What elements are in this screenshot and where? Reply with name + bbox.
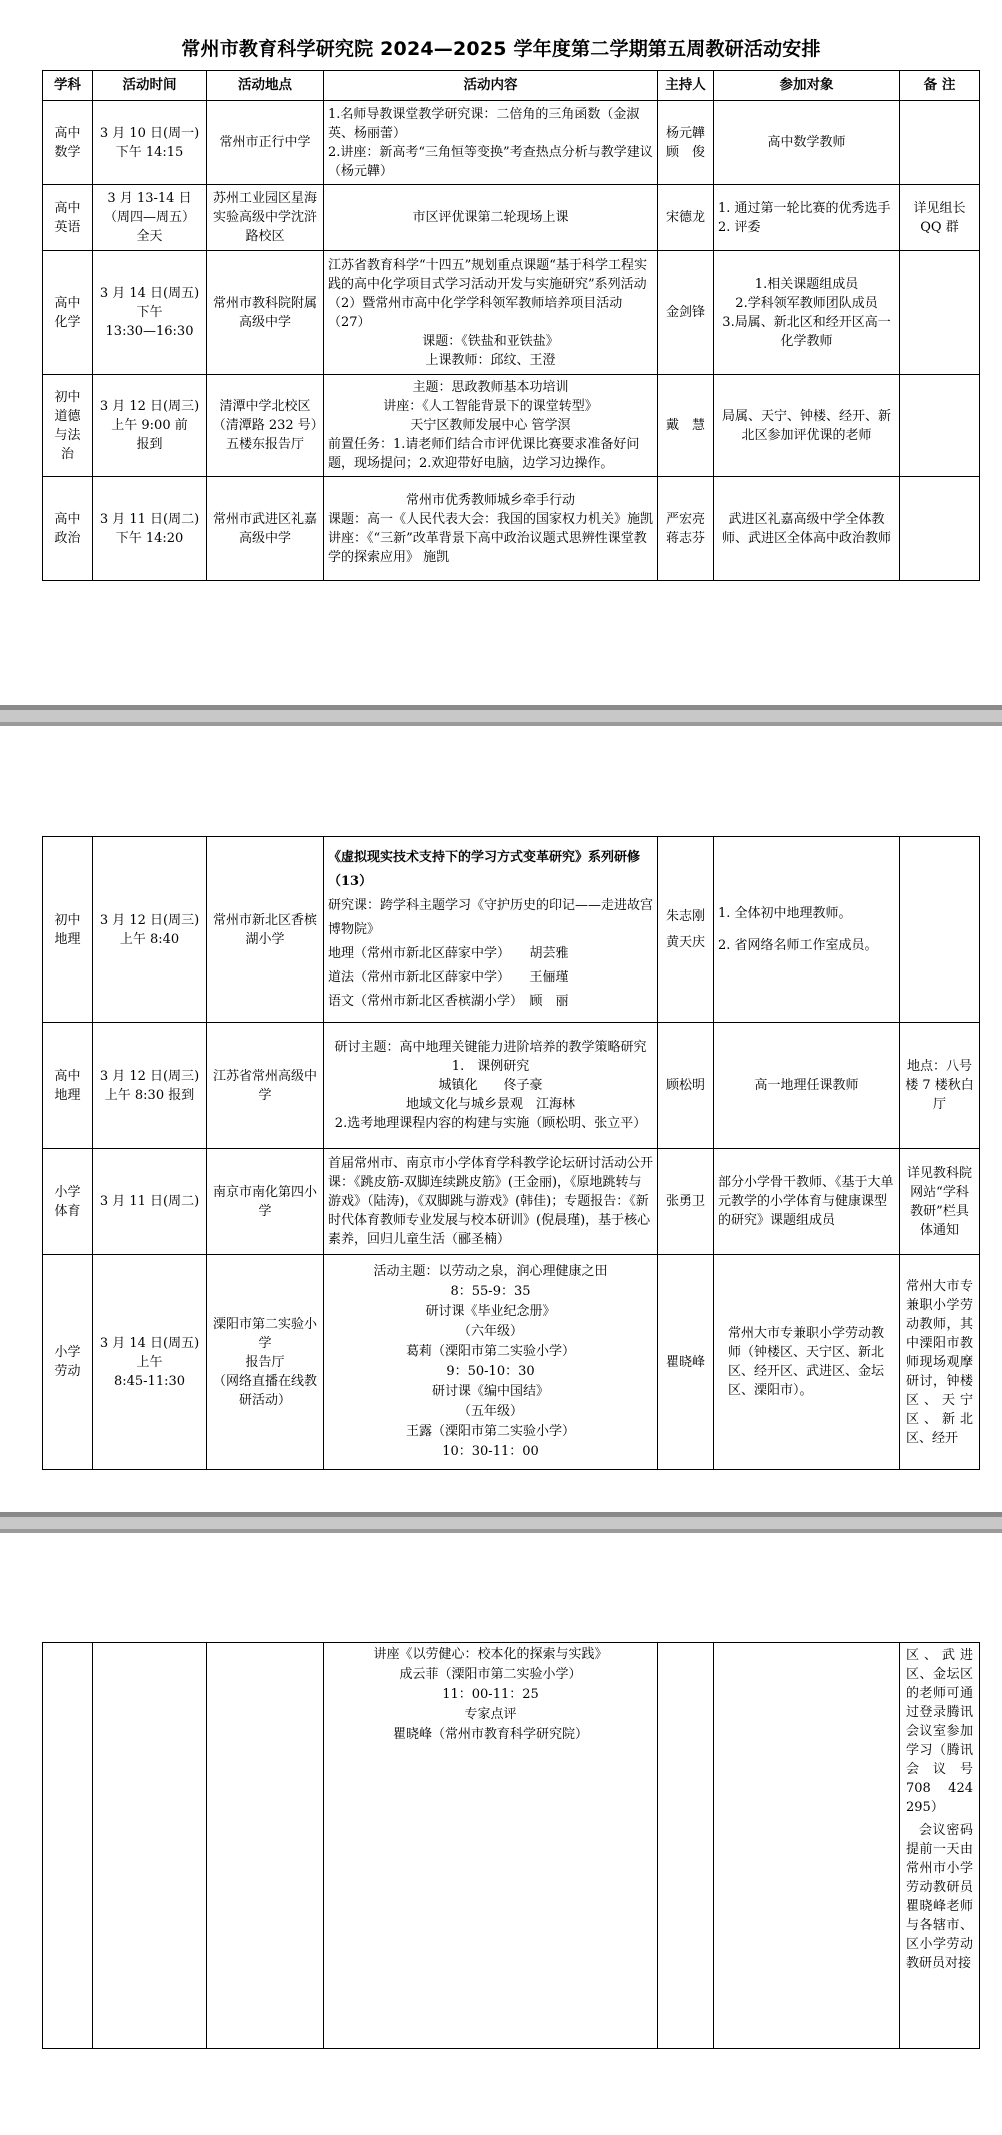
cell-subject: 小学 体育 bbox=[43, 1149, 93, 1255]
header-participants: 参加对象 bbox=[714, 71, 900, 101]
cell-content: 首届常州市、南京市小学体育学科教学论坛研讨活动公开课：《跳皮筋-双脚连续跳皮筋》(王金丽)，《原地跳转与游戏》（陆涛)，《双脚跳与游戏》(韩佳)；专题报告：《新时代体育教师专业发展与校本研训》(倪晨瑾)，基于核心素养，回归儿童生活（郦圣楠） bbox=[324, 1149, 658, 1255]
schedule-table-page-2 bbox=[42, 836, 980, 1470]
cell-time: 3 月 10 日(周一) 下午 14:15 bbox=[93, 101, 207, 185]
header-time: 活动时间 bbox=[93, 71, 207, 101]
cell-time: 3 月 12 日(周三) 上午 9:00 前 报到 bbox=[93, 375, 207, 477]
cell-participants: 部分小学骨干教师、《基于大单元教学的小学体育与健康课型的研究》课题组成员 bbox=[714, 1149, 900, 1255]
cell-host: 金剑锋 bbox=[658, 251, 714, 375]
table-row bbox=[43, 375, 980, 477]
cell-subject: 高中 化学 bbox=[43, 251, 93, 375]
table-row bbox=[43, 477, 980, 581]
cell-host: 杨元韡 顾 俊 bbox=[658, 101, 714, 185]
cell-note: 地点：八号楼 7 楼秋白厅 bbox=[900, 1023, 980, 1149]
cell-content: 研讨主题：高中地理关键能力进阶培养的教学策略研究 1. 课例研究 城镇化 佟子豪 地域文化与城乡景观 江海林 2.选考地理课程内容的构建与实施（顾松明、张立平） bbox=[324, 1023, 658, 1149]
document-page-2 bbox=[0, 726, 1002, 1512]
page-separator bbox=[0, 705, 1002, 726]
cell-host: 宋德龙 bbox=[658, 185, 714, 251]
cell-subject: 高中 地理 bbox=[43, 1023, 93, 1149]
cell-host: 朱志刚 黄天庆 bbox=[658, 837, 714, 1023]
cell-participants bbox=[714, 1643, 900, 2049]
cell-place: 苏州工业园区星海实验高级中学沈浒路校区 bbox=[207, 185, 324, 251]
cell-time: 3 月 14 日(周五) 上午 8:45-11:30 bbox=[93, 1255, 207, 1470]
header-place: 活动地点 bbox=[207, 71, 324, 101]
cell-host: 顾松明 bbox=[658, 1023, 714, 1149]
cell-time: 3 月 14 日(周五) 下午 13:30—16:30 bbox=[93, 251, 207, 375]
cell-place: 江苏省常州高级中学 bbox=[207, 1023, 324, 1149]
cell-content: 1.名师导教课堂教学研究课：二倍角的三角函数（金淑英、杨丽蕾） 2.讲座：新高考“三角恒等变换”考查热点分析与教学建议（杨元韡） bbox=[324, 101, 658, 185]
cell-time: 3 月 12 日(周三) 上午 8:30 报到 bbox=[93, 1023, 207, 1149]
cell-content: 主题：思政教师基本功培训 讲座：《人工智能背景下的课堂转型》 天宁区教师发展中心 管学溟 前置任务：1.请老师们结合市评优课比赛要求准备好问题，现场提问；2.欢迎带好电脑，边学习边操作。 bbox=[324, 375, 658, 477]
cell-host bbox=[658, 1643, 714, 2049]
table-row bbox=[43, 837, 980, 1023]
document-title: 常州市教育科学研究院 2024—2025 学年度第二学期第五周教研活动安排 bbox=[181, 38, 821, 60]
cell-content: 市区评优课第二轮现场上课 bbox=[324, 185, 658, 251]
cell-participants: 1. 全体初中地理教师。 2. 省网络名师工作室成员。 bbox=[714, 837, 900, 1023]
cell-host: 戴 慧 bbox=[658, 375, 714, 477]
cell-place: 南京市南化第四小学 bbox=[207, 1149, 324, 1255]
table-row bbox=[43, 1643, 980, 2049]
table-row bbox=[43, 1255, 980, 1470]
cell-content: 《虚拟现实技术支持下的学习方式变革研究》系列研修（13） 研究课：跨学科主题学习《守护历史的印记——走进故宫博物院》 地理（常州市新北区薛家中学） 胡芸雅 道法（常州市新北区薛家中学） 王俪瑾 语文（常州市新北区香槟湖小学） 顾 丽 bbox=[324, 837, 658, 1023]
cell-time bbox=[93, 1643, 207, 2049]
schedule-table-page-3 bbox=[42, 1642, 980, 2049]
cell-time: 3 月 11 日(周二) 下午 14:20 bbox=[93, 477, 207, 581]
table-header-row bbox=[43, 71, 980, 101]
cell-participants: 1. 通过第一轮比赛的优秀选手 2. 评委 bbox=[714, 185, 900, 251]
cell-content: 江苏省教育科学“十四五”规划重点课题“基于科学工程实践的高中化学项目式学习活动开发与实施研究”系列活动（2）暨常州市高中化学学科领军教师培养项目活动（27） 课题：《铁盐和亚铁盐》 上课教师：邱纹、王澄 bbox=[324, 251, 658, 375]
document-page-3 bbox=[0, 1533, 1002, 2135]
cell-note: 详见教科院网站“学科教研”栏具体通知 bbox=[900, 1149, 980, 1255]
header-content: 活动内容 bbox=[324, 71, 658, 101]
cell-host: 严宏亮 蒋志芬 bbox=[658, 477, 714, 581]
header-note: 备 注 bbox=[900, 71, 980, 101]
cell-place: 常州市教科院附属高级中学 bbox=[207, 251, 324, 375]
cell-participants: 1.相关课题组成员 2.学科领军教师团队成员 3.局属、新北区和经开区高一化学教师 bbox=[714, 251, 900, 375]
cell-place: 清潭中学北校区（清潭路 232 号）五楼东报告厅 bbox=[207, 375, 324, 477]
cell-subject: 高中 英语 bbox=[43, 185, 93, 251]
table-row bbox=[43, 185, 980, 251]
header-host: 主持人 bbox=[658, 71, 714, 101]
cell-place bbox=[207, 1643, 324, 2049]
cell-time: 3 月 13-14 日 （周四—周五） 全天 bbox=[93, 185, 207, 251]
cell-place: 常州市正行中学 bbox=[207, 101, 324, 185]
cell-note: 常州大市专兼职小学劳动教师，其中溧阳市教师现场观摩研讨，钟楼区、天宁区、新北区、经开 bbox=[900, 1255, 980, 1470]
content-series-title: 《虚拟现实技术支持下的学习方式变革研究》系列研修（13） bbox=[328, 849, 641, 889]
table-row bbox=[43, 251, 980, 375]
cell-note bbox=[900, 837, 980, 1023]
cell-participants: 高中数学教师 bbox=[714, 101, 900, 185]
cell-place: 常州市新北区香槟湖小学 bbox=[207, 837, 324, 1023]
cell-note bbox=[900, 477, 980, 581]
table-row bbox=[43, 101, 980, 185]
cell-note bbox=[900, 101, 980, 185]
table-row bbox=[43, 1149, 980, 1255]
table-row bbox=[43, 1023, 980, 1149]
cell-content: 讲座《以劳健心：校本化的探索与实践》 成云菲（溧阳市第二实验小学） 11：00-11：25 专家点评 瞿晓峰（常州市教育科学研究院） bbox=[324, 1643, 658, 2049]
cell-subject: 高中 数学 bbox=[43, 101, 93, 185]
schedule-table-page-1 bbox=[42, 70, 980, 581]
cell-content: 常州市优秀教师城乡牵手行动 课题：高一《人民代表大会：我国的国家权力机关》施凯 讲座：《“三新”改革背景下高中政治议题式思辨性课堂教学的探索应用》 施凯 bbox=[324, 477, 658, 581]
cell-subject bbox=[43, 1643, 93, 2049]
cell-participants: 局属、天宁、钟楼、经开、新北区参加评优课的老师 bbox=[714, 375, 900, 477]
page-separator bbox=[0, 1512, 1002, 1533]
cell-subject: 高中 政治 bbox=[43, 477, 93, 581]
header-subject: 学科 bbox=[43, 71, 93, 101]
cell-subject: 初中 地理 bbox=[43, 837, 93, 1023]
cell-time: 3 月 11 日(周二) bbox=[93, 1149, 207, 1255]
cell-subject: 小学 劳动 bbox=[43, 1255, 93, 1470]
cell-participants: 武进区礼嘉高级中学全体教师、武进区全体高中政治教师 bbox=[714, 477, 900, 581]
cell-time: 3 月 12 日(周三) 上午 8:40 bbox=[93, 837, 207, 1023]
cell-note: 区、武进区、金坛区的老师可通过登录腾讯会议室参加学习（腾讯会议号 708 424 295） 会议密码提前一天由常州市小学劳动教研员瞿晓峰老师与各辖市、区小学劳动教研员对接 bbox=[900, 1643, 980, 2049]
cell-subject: 初中 道德 与法 治 bbox=[43, 375, 93, 477]
cell-note bbox=[900, 251, 980, 375]
document-page-1 bbox=[0, 0, 1002, 705]
cell-content: 活动主题：以劳动之泉，润心理健康之田 8：55-9：35 研讨课《毕业纪念册》 （六年级） 葛莉（溧阳市第二实验小学） 9：50-10：30 研讨课《编中国结》 （五年级） 王露（溧阳市第二实验小学） 10：30-11：00 bbox=[324, 1255, 658, 1470]
cell-place: 常州市武进区礼嘉高级中学 bbox=[207, 477, 324, 581]
cell-host: 瞿晓峰 bbox=[658, 1255, 714, 1470]
cell-host: 张勇卫 bbox=[658, 1149, 714, 1255]
cell-participants: 常州大市专兼职小学劳动教师（钟楼区、天宁区、新北区、经开区、武进区、金坛区、溧阳市）。 bbox=[714, 1255, 900, 1470]
cell-note: 详见组长 QQ 群 bbox=[900, 185, 980, 251]
cell-place: 溧阳市第二实验小学 报告厅 （网络直播在线教研活动） bbox=[207, 1255, 324, 1470]
cell-participants: 高一地理任课教师 bbox=[714, 1023, 900, 1149]
cell-note bbox=[900, 375, 980, 477]
